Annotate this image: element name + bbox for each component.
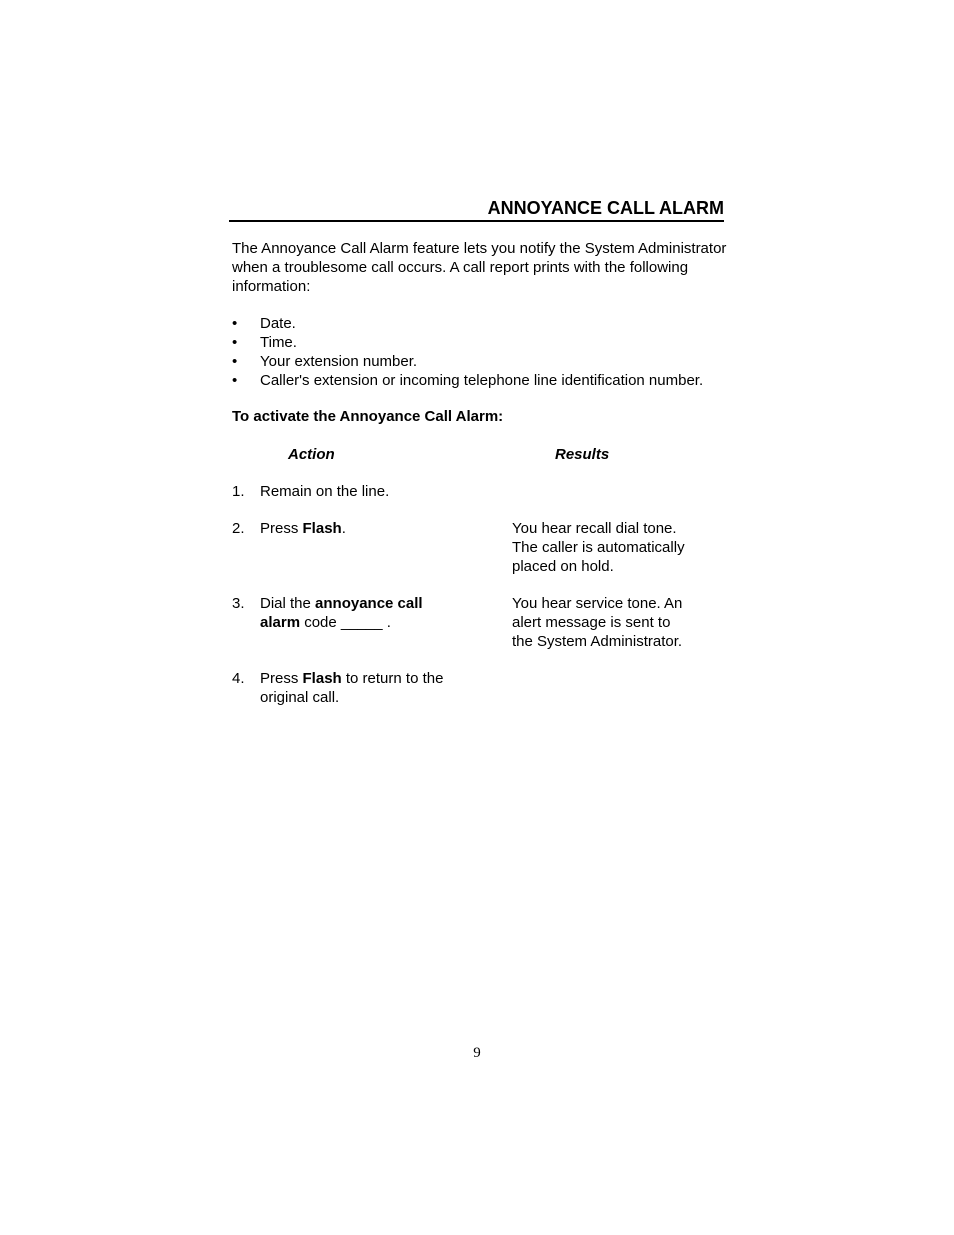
step-3-result-line: You hear service tone. An	[512, 595, 683, 612]
step-2-number: 2.	[232, 520, 245, 537]
list-item-text: Time.	[260, 334, 297, 351]
page-title: ANNOYANCE CALL ALARM	[229, 197, 724, 222]
step-2-action-text: Press	[260, 520, 303, 537]
step-2-result	[512, 519, 727, 576]
flash-key-label: Flash	[302, 520, 342, 537]
step-2-result-line: You hear recall dial tone.	[512, 520, 677, 537]
results-column-heading: Results	[555, 446, 610, 463]
step-4-action	[260, 669, 480, 707]
step-3-result-line: the System Administrator.	[512, 633, 683, 650]
flash-key-label: Flash	[302, 670, 342, 687]
list-item	[232, 314, 703, 333]
info-bullet-list	[232, 314, 703, 390]
bullet-glyph: •	[232, 334, 238, 351]
list-item	[232, 333, 703, 352]
step-3-action	[260, 594, 480, 632]
step-4-action-text: original call.	[260, 689, 340, 706]
step-3-number: 3.	[232, 595, 245, 612]
action-column-heading: Action	[288, 446, 335, 463]
alarm-label: alarm	[260, 614, 301, 631]
activate-heading: To activate the Annoyance Call Alarm:	[232, 408, 504, 425]
step-1-action: Remain on the line.	[260, 483, 390, 500]
step-2-result-line: The caller is automatically	[512, 539, 685, 556]
step-3-action-text: code _____ .	[300, 614, 391, 631]
step-3-result-line: alert message is sent to	[512, 614, 671, 631]
step-4-action-text: to return to the	[341, 670, 444, 687]
step-4-action-text: Press	[260, 670, 303, 687]
step-3-result	[512, 594, 727, 651]
step-2-action	[260, 519, 480, 538]
list-item-text: Date.	[260, 315, 296, 332]
page-number: 9	[473, 1045, 481, 1061]
list-item-text: Your extension number.	[260, 353, 418, 370]
step-3-action-text: Dial the	[260, 595, 316, 612]
bullet-glyph: •	[232, 372, 238, 389]
step-1-number: 1.	[232, 483, 245, 500]
intro-paragraph: The Annoyance Call Alarm feature lets you notify the System Administrator when a troublesome call occurs. A call report prints with the following information:	[232, 240, 727, 295]
bullet-glyph: •	[232, 315, 238, 332]
list-item	[232, 352, 703, 371]
list-item	[232, 371, 703, 390]
step-4-number: 4.	[232, 670, 245, 687]
step-2-action-text: .	[341, 520, 346, 537]
annoyance-call-label: annoyance call	[315, 595, 423, 612]
list-item-text: Caller's extension or incoming telephone line identification number.	[260, 372, 704, 389]
bullet-glyph: •	[232, 353, 238, 370]
step-2-result-line: placed on hold.	[512, 558, 614, 575]
